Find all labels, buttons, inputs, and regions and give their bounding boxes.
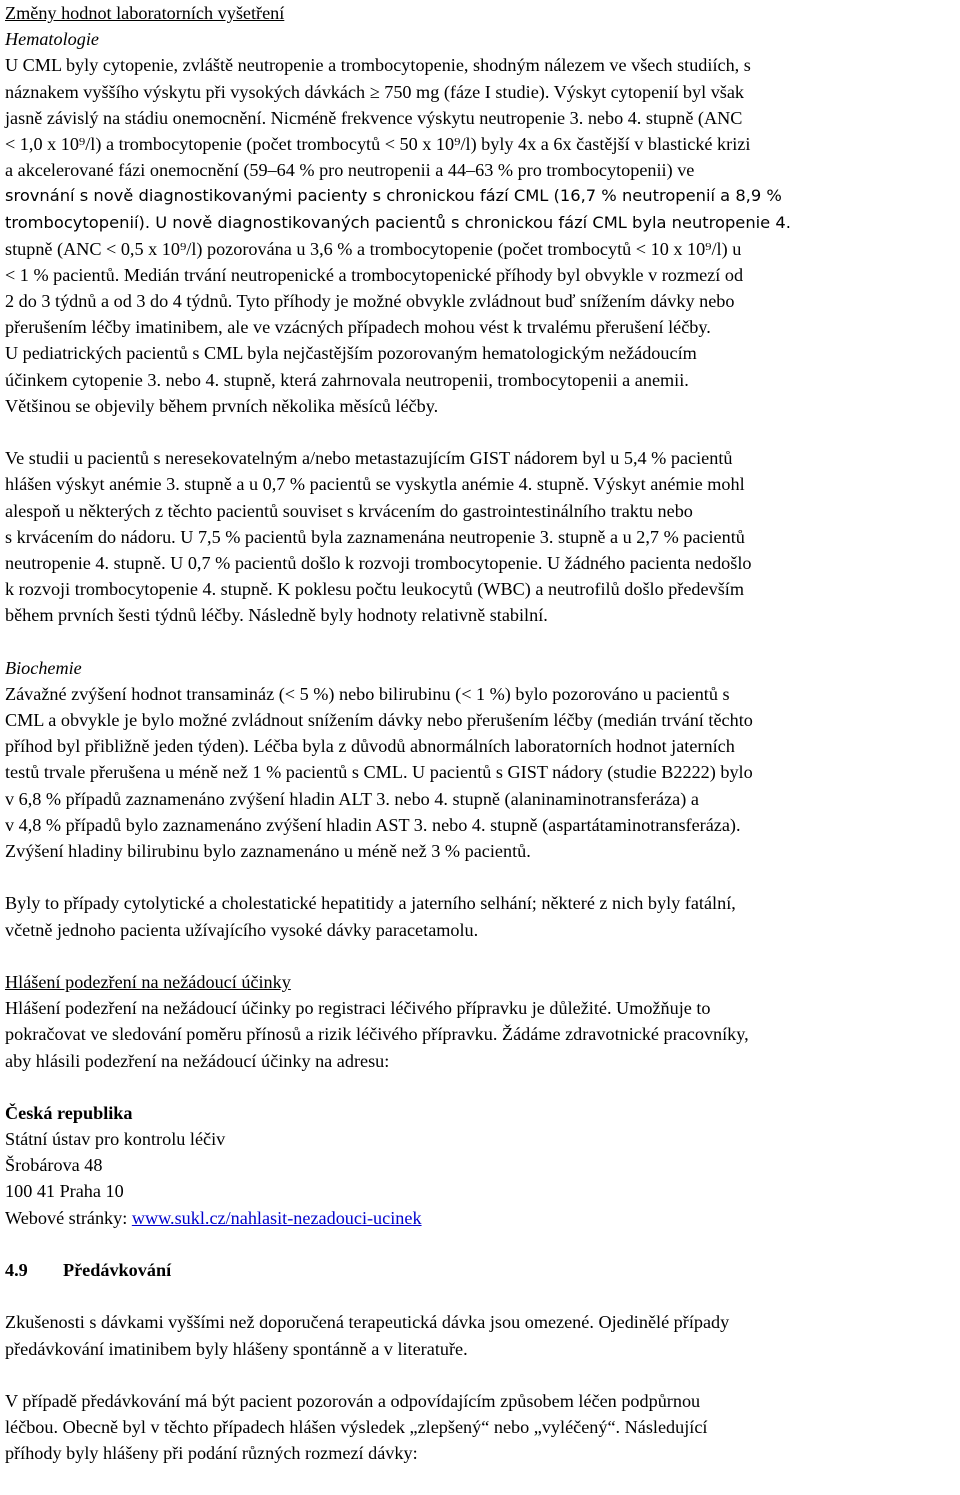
text-line: testů trvale přerušena u méně než 1 % pacientů s CML. U pacientů s GIST nádory (studie B2222) bylo [5,762,753,783]
overdose-paragraph-2 [5,1388,957,1467]
gist-paragraph [5,445,957,628]
text-line: V případě předávkování má být pacient pozorován a odpovídajícím způsobem léčen podpůrnou [5,1390,701,1411]
address-website-row [5,1205,957,1231]
text-line: příhod byl přibližně jeden týden). Léčba byla z důvodů abnormálních laboratorních hodnot jaterních [5,736,735,757]
text-line: Většinou se objevily během prvních několika měsíců léčby. [5,395,439,416]
text-line: Zkušenosti s dávkami vyššími než doporučená terapeutická dávka jsou omezené. Ojedinělé případy [5,1312,730,1333]
text-line: U CML byly cytopenie, zvláště neutropenie a trombocytopenie, shodným nálezem ve všech studiích, s [5,55,751,76]
text-line: přerušením léčby imatinibem, ale ve vzácných případech mohou vést k trvalému přerušení léčby. [5,317,711,338]
text-line: k rozvoji trombocytopenie 4. stupně. K poklesu počtu leukocytů (WBC) a neutrofilů došlo především [5,579,744,600]
text-line: včetně jednoho pacienta užívajícího vysoké dávky paracetamolu. [5,919,479,940]
text-line: jasně závislý na stádiu onemocnění. Nicméně frekvence výskytu neutropenie 3. nebo 4. stupně (ANC [5,107,743,128]
overdose-paragraph-1 [5,1309,957,1361]
biochemistry-paragraph [5,681,957,864]
text-line: Hlášení podezření na nežádoucí účinky po registraci léčivého přípravku je důležité. Umožňuje to [5,998,711,1019]
text-line: aby hlásili podezření na nežádoucí účinky na adresu: [5,1050,390,1071]
text-line: účinkem cytopenie 3. nebo 4. stupně, která zahrnovala neutropenii, trombocytopenii a anemii. [5,369,689,390]
hepatitis-paragraph [5,890,957,942]
section-heading-overdose [5,1257,957,1283]
website-link[interactable]: www.sukl.cz/nahlasit-nezadouci-ucinek [131,1207,422,1228]
section-heading-text: Předávkování [63,1260,172,1280]
text-line: Závažné zvýšení hodnot transamináz (< 5 %) nebo bilirubinu (< 1 %) bylo pozorováno u pacientů s [5,683,730,704]
text-line: předávkování imatinibem byly hlášeny spontánně a v literatuře. [5,1338,468,1359]
text-line: CML a obvykle je bylo možné zvládnout snížením dávky nebo přerušením léčby (medián trvání těchto [5,710,753,731]
text-line: v 4,8 % případů bylo zaznamenáno zvýšení hladin AST 3. nebo 4. stupně (aspartátaminotransferáza). [5,814,741,835]
subsection-title-biochemistry: Biochemie [5,657,82,678]
text-line: U pediatrických pacientů s CML byla nejčastějším pozorovaným hematologickým nežádoucím [5,343,697,364]
text-line: s krvácením do nádoru. U 7,5 % pacientů byla zaznamenána neutropenie 3. stupně a u 2,7 % pacientů [5,526,745,547]
text-line: příhody byly hlášeny při podání různých rozmezí dávky: [5,1443,418,1464]
document-page [5,0,957,1467]
website-label: Webové stránky: [5,1207,132,1228]
text-line: hlášen výskyt anémie 3. stupně a u 0,7 % pacientů se vyskytla anémie 4. stupně. Výskyt anémie mohl [5,474,745,495]
text-line: v 6,8 % případů zaznamenáno zvýšení hladin ALT 3. nebo 4. stupně (alaninaminotransferáza) a [5,788,699,809]
section-title-lab-changes: Změny hodnot laboratorních vyšetření [5,3,285,23]
text-line: pokračovat ve sledování poměru přínosů a rizik léčivého přípravku. Žádáme zdravotnické pracovníky, [5,1024,749,1045]
text-line: < 1 % pacientů. Medián trvání neutropenické a trombocytopenické příhody byl obvykle v rozmezí od [5,264,744,285]
text-line: během prvních šesti týdnů léčby. Následně byly hodnoty relativně stabilní. [5,605,548,626]
address-block [5,1100,957,1231]
subsection-title-hematology: Hematologie [5,29,99,50]
text-line: neutropenie 4. stupně. U 0,7 % pacientů došlo k rozvoji trombocytopenie. U žádného pacienta nedošlo [5,552,752,573]
hematology-paragraph [5,52,957,419]
text-line: Zvýšení hladiny bilirubinu bylo zaznamenáno u méně než 3 % pacientů. [5,841,531,861]
address-street: Šrobárova 48 [5,1155,103,1176]
text-line: Byly to případy cytolytické a cholestatické hepatitidy a jaterního selhání; některé z nich byly fatální, [5,893,736,914]
section-number: 4.9 [5,1260,28,1280]
text-line: srovnání s nově diagnostikovanými pacienty s chronickou fází CML (16,7 % neutropenií a 8,9 % [5,186,782,206]
text-line: alespoň u některých z těchto pacientů souviset s krvácením do gastrointestinálního traktu nebo [5,500,693,521]
text-line: a akcelerované fázi onemocnění (59–64 % pro neutropenii a 44–63 % pro trombocytopenii) ve [5,160,695,181]
text-line: Ve studii u pacientů s neresekovatelným a/nebo metastazujícím GIST nádorem byl u 5,4 % pacientů [5,448,733,469]
section-title-adverse-reporting: Hlášení podezření na nežádoucí účinky [5,971,291,992]
text-line: trombocytopenií). U nově diagnostikovaných pacientů s chronickou fází CML byla neutropenie 4. [5,212,791,232]
text-line: stupně (ANC < 0,5 x 10⁹/l) pozorována u 3,6 % a trombocytopenie (počet trombocytů < 10 x 10⁹/l) u [5,238,742,259]
text-line: náznakem vyššího výskytu při vysokých dávkách ≥ 750 mg (fáze I studie). Výskyt cytopenií byl však [5,81,745,102]
text-line: < 1,0 x 10⁹/l) a trombocytopenie (počet trombocytů < 50 x 10⁹/l) byly 4x a 6x častější v blastické krizi [5,133,751,154]
address-country: Česká republika [5,1102,133,1123]
adverse-reporting-paragraph [5,995,957,1074]
text-line: léčbou. Obecně byl v těchto případech hlášen výsledek „zlepšený“ nebo „vyléčený“. Následující [5,1417,708,1438]
address-city: 100 41 Praha 10 [5,1181,124,1202]
text-line: 2 do 3 týdnů a od 3 do 4 týdnů. Tyto příhody je možné obvykle zvládnout buď snížením dávky nebo [5,291,735,312]
address-institute: Státní ústav pro kontrolu léčiv [5,1129,226,1150]
